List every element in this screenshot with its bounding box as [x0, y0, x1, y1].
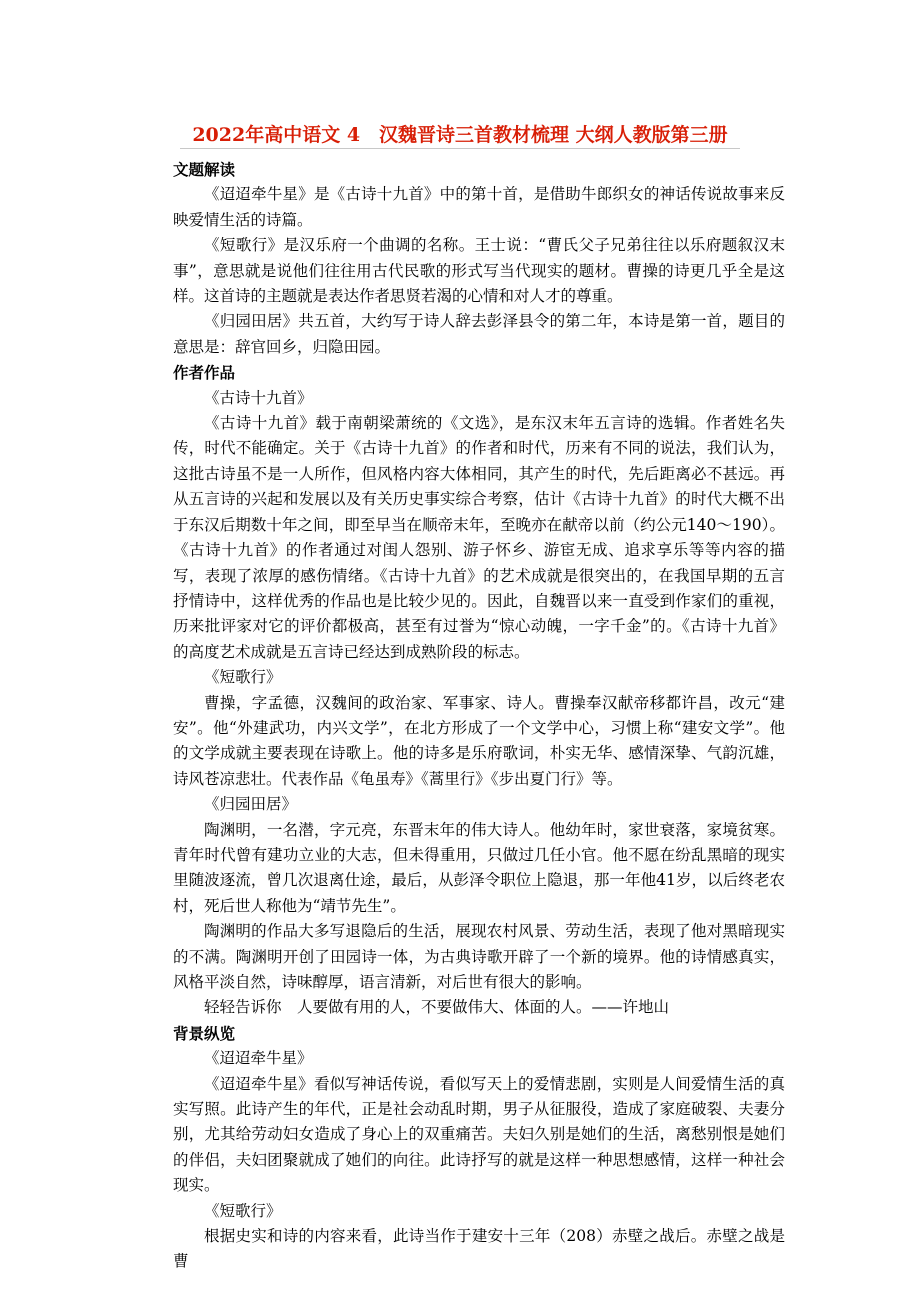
paragraph: 《古诗十九首》载于南朝梁萧统的《文选》，是东汉末年五言诗的选辑。作者姓名失传，时代不能确定。关于《古诗十九首》的作者和时代，历来有不同的说法，我们认为，这批古诗虽不是一人所作，但风格内容大体相同，其产生的时代，先后距离必不甚远。再从五言诗的兴起和发展以及有关历史事实综合考察，估计《古诗十九首》的时代大概不出于东汉后期数十年之间，即至早当在顺帝末年，至晚亦在献帝以前（约公元140～190）。《古诗十九首》的作者通过对闺人怨别、游子怀乡、游宦无成、追求享乐等等内容的描写，表现了浓厚的感伤情绪。《古诗十九首》的艺术成就是很突出的，在我国早期的五言抒情诗中，这样优秀的作品也是比较少见的。因此，自魏晋以来一直受到作家们的重视，历来批评家对它的评价都极高，甚至有过誉为“惊心动魄，一字千金”的。《古诗十九首》的高度艺术成就是五言诗已经达到成熟阶段的标志。 — [173, 414, 785, 661]
paragraph: 曹操，字孟德，汉魏间的政治家、军事家、诗人。曹操奉汉献帝移都许昌，改元“建安”。他“外建武功，内兴文学”，在北方形成了一个文学中心，习惯上称“建安文学”。他的文学成就主要表现在诗歌上。他的诗多是乐府歌词，朴实无华、感情深挚、气韵沉雄，诗风苍凉悲壮。代表作品《龟虽寿》《蒿里行》《步出夏门行》等。 — [173, 693, 785, 788]
subheading: 《短歌行》 — [204, 668, 282, 687]
paragraph: 陶渊明，一名潜，字元亮，东晋末年的伟大诗人。他幼年时，家世衰落，家境贫寒。青年时代曾有建功立业的大志，但未得重用，只做过几任小官。他不愿在纷乱黑暗的现实里随波逐流，曾几次退离仕途，最后，从彭泽令职位上隐退，那一年他41岁，以后终老农村，死后世人称他为“靖节先生”。 — [173, 820, 785, 915]
quote-line: 轻轻告诉你 人要做有用的人，不要做伟大、体面的人。——许地山 — [204, 998, 670, 1017]
title-underline — [180, 148, 740, 149]
paragraph: 根据史实和诗的内容来看，此诗当作于建安十三年（208）赤壁之战后。赤壁之战是曹 — [173, 1227, 785, 1271]
document-body — [173, 157, 785, 1275]
section-heading-author-works: 作者作品 — [173, 363, 236, 383]
paragraph: 《归园田居》共五首，大约写于诗人辞去彭泽县令的第二年，本诗是第一首，题目的意思是：辞官回乡，归隐田园。 — [173, 312, 785, 356]
document-title: 2022年高中语文 4 汉魏晋诗三首教材梳理 大纲人教版第三册 — [192, 124, 728, 146]
section-heading-title-interpretation: 文题解读 — [173, 160, 236, 179]
paragraph: 《迢迢牵牛星》是《古诗十九首》中的第十首，是借助牛郎织女的神话传说故事来反映爱情生活的诗篇。 — [173, 185, 785, 229]
section-heading-background: 背景纵览 — [173, 1023, 236, 1043]
subheading: 《短歌行》 — [204, 1201, 282, 1220]
paragraph: 陶渊明的作品大多写退隐后的生活，展现农村风景、劳动生活，表现了他对黑暗现实的不满。陶渊明开创了田园诗一体，为古典诗歌开辟了一个新的境界。他的诗情感真实，风格平淡自然，诗味醇厚，语言清新，对后世有很大的影响。 — [173, 922, 785, 991]
subheading: 《古诗十九首》 — [204, 388, 313, 407]
paragraph: 《迢迢牵牛星》看似写神话传说，看似写天上的爱情悲剧，实则是人间爱情生活的真实写照。此诗产生的年代，正是社会动乱时期，男子从征服役，造成了家庭破裂、夫妻分别，尤其给劳动妇女造成了身心上的双重痛苦。夫妇久别是她们的生活，离愁别恨是她们的伴侣，夫妇团聚就成了她们的向往。此诗抒写的就是这样一种思想感情，这样一种社会现实。 — [173, 1074, 785, 1195]
subheading: 《归园田居》 — [204, 795, 298, 814]
subheading: 《迢迢牵牛星》 — [204, 1049, 313, 1068]
paragraph: 《短歌行》是汉乐府一个曲调的名称。王士说：“曹氏父子兄弟往往以乐府题叙汉末事”，意思就是说他们往往用古代民歌的形式写当代现实的题材。曹操的诗更几乎全是这样。这首诗的主题就是表达作者思贤若渴的心情和对人才的尊重。 — [173, 236, 785, 306]
